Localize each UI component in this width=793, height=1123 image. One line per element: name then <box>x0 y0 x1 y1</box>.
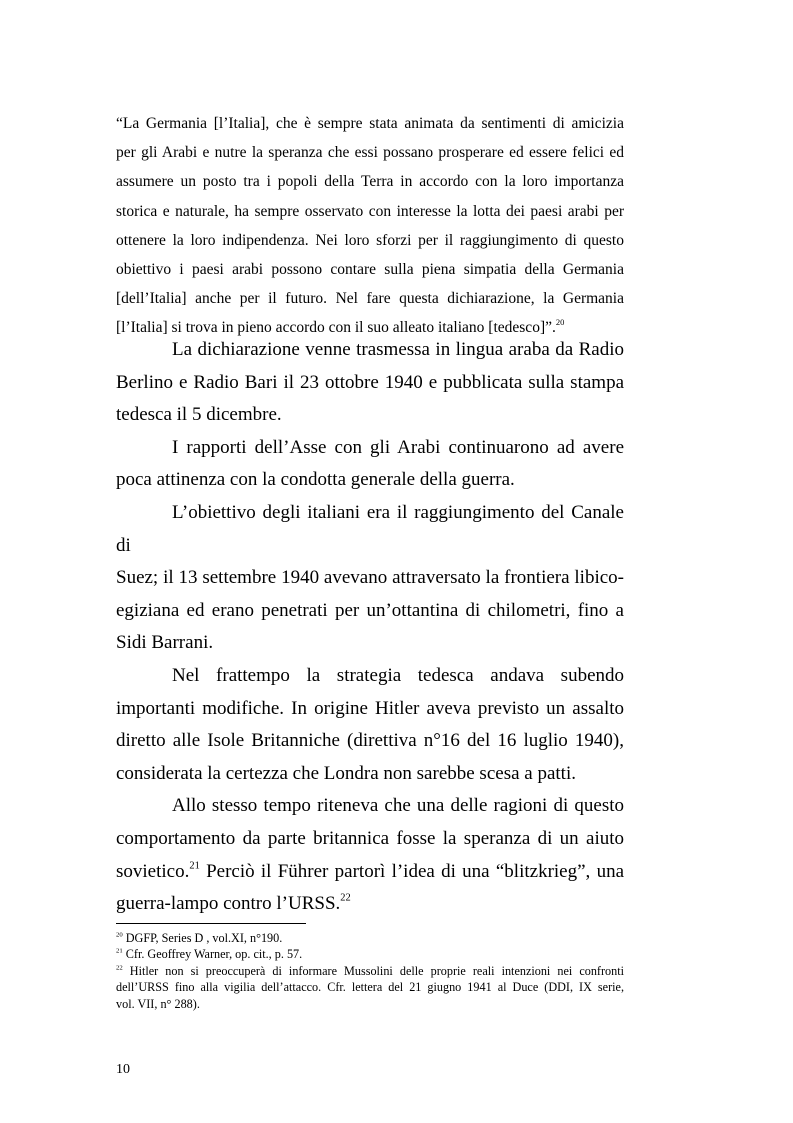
text-line: poca attinenza con la condotta generale della guerra. <box>116 469 515 491</box>
footnote-separator <box>116 923 306 924</box>
text-line: importanti modifiche. In origine Hitler aveva previsto un assalto <box>116 697 624 719</box>
text-line: considerata la certezza che Londra non sarebbe scesa a patti. <box>116 762 576 784</box>
text-line: comportamento da parte britannica fosse la speranza di un aiuto <box>116 827 624 849</box>
text-line: tedesca il 5 dicembre. <box>116 404 282 426</box>
text-line: diretto alle Isole Britanniche (direttiva n°16 del 16 luglio 1940), <box>116 730 624 752</box>
quote-line: “La Germania [l’Italia], che è sempre stata animata da sentimenti di amicizia <box>116 115 624 132</box>
text-line: Suez; il 13 settembre 1940 avevano attraversato la frontiera libico- <box>116 567 624 589</box>
footnote-21 <box>116 946 624 962</box>
text-fragment: sovietico. <box>116 860 190 882</box>
text-line: Berlino e Radio Bari il 23 ottobre 1940 e pubblicata sulla stampa <box>116 371 624 393</box>
footnote-ref-22[interactable]: 22 <box>340 892 351 904</box>
text-line: Allo stesso tempo riteneva che una delle ragioni di questo <box>172 795 624 817</box>
quote-line: ottenere la loro indipendenza. Nei loro sforzi per il raggiungimento di questo <box>116 231 624 249</box>
footnote-22-cont: dell’URSS fino alla vigilia dell’attacco. Cfr. lettera del 21 giugno 1941 al Duce (DDI, IX serie, <box>116 980 624 995</box>
text-line <box>116 888 624 921</box>
text-line: L’obiettivo degli italiani era il raggiungimento del Canale di <box>116 501 624 556</box>
quote-line: storica e naturale, ha sempre osservato con interesse la lotta dei paesi arabi per <box>116 202 624 220</box>
text-fragment: guerra-lampo contro l’URSS. <box>116 893 341 915</box>
quotation-block <box>116 109 624 343</box>
footnote-ref-20[interactable]: 20 <box>555 317 565 328</box>
footnote-number: 21 <box>116 948 123 956</box>
quote-line: assumere un posto tra i popoli della Terra in accordo con la loro importanza <box>116 173 624 191</box>
footnote-number: 20 <box>116 931 123 939</box>
footnote-ref-21[interactable]: 21 <box>189 860 200 872</box>
footnote-text: Hitler non si preoccuperà di informare Mussolini delle proprie reali intenzioni nei confronti <box>122 963 624 978</box>
paragraph-1 <box>116 334 624 432</box>
footnote-20 <box>116 930 624 946</box>
text-line: egiziana ed erano penetrati per un’ottantina di chilometri, fino a <box>116 599 624 621</box>
paragraph-4 <box>116 660 624 790</box>
text-line: I rapporti dell’Asse con gli Arabi continuarono ad avere <box>172 436 624 458</box>
paragraph-5 <box>116 790 624 920</box>
footnote-22 <box>116 963 624 979</box>
footnote-text: Cfr. Geoffrey Warner, op. cit., p. 57. <box>122 947 303 962</box>
text-line: Nel frattempo la strategia tedesca andava subendo <box>172 664 624 686</box>
text-line: Sidi Barrani. <box>116 632 214 654</box>
text-fragment: Perciò il Führer partorì l’idea di una “blitzkrieg”, una <box>199 860 624 882</box>
footnote-22-cont: vol. VII, n° 288). <box>116 996 200 1011</box>
quote-line: obiettivo i paesi arabi possono contare sulla piena simpatia della Germania <box>116 261 624 279</box>
paragraph-2 <box>116 432 624 497</box>
quote-last-text: [l’Italia] si trova in pieno accordo con il suo alleato italiano [tedesco]”. <box>116 319 556 337</box>
body-text <box>116 334 624 921</box>
footnote-text: DGFP, Series D , vol.XI, n°190. <box>122 931 283 945</box>
quote-line: [dell’Italia] anche per il futuro. Nel fare questa dichiarazione, la Germania <box>116 290 624 308</box>
text-line: La dichiarazione venne trasmessa in lingua araba da Radio <box>172 339 624 360</box>
footnotes <box>116 930 624 1012</box>
quote-line: per gli Arabi e nutre la speranza che essi possano prosperare ed essere felici ed <box>116 144 624 162</box>
paragraph-3 <box>116 497 624 660</box>
page-number: 10 <box>116 1062 130 1077</box>
footnote-number: 22 <box>116 964 123 972</box>
text-line <box>116 856 624 889</box>
